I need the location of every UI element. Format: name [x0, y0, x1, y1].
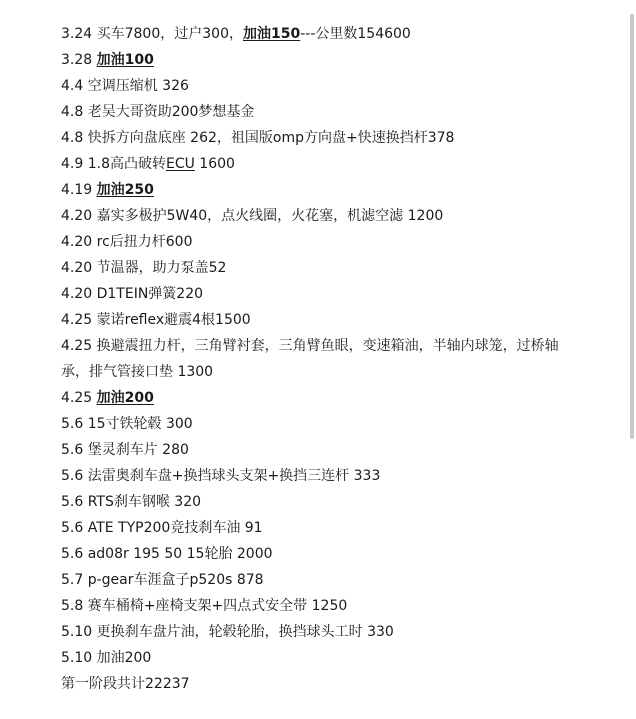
- entry-line: 5.10 加油200: [61, 650, 152, 666]
- entry-line: 4.25 换避震扭力杆，三角臂衬套，三角臂鱼眼，变速箱油，半轴内球笼，过桥轴: [61, 338, 559, 354]
- fuel-highlight: 加油250: [96, 182, 154, 198]
- entry-line: 4.9 1.8高凸破转ECU 1600: [61, 156, 235, 172]
- entry-line: 4.4 空调压缩机 326: [61, 78, 189, 94]
- underlined-term: ECU: [165, 156, 195, 172]
- entry-line: 4.20 节温器，助力泵盖52: [61, 260, 227, 276]
- entry-line: 5.6 RTS刹车钢喉 320: [61, 494, 202, 510]
- fuel-highlight: 加油200: [96, 390, 154, 406]
- entry-line: 4.8 老吴大哥资助200梦想基金: [61, 104, 255, 120]
- entry-line: 3.28 加油100: [61, 52, 154, 68]
- entry-line: 5.6 堡灵刹车片 280: [61, 442, 189, 458]
- entry-line: 5.6 ATE TYP200竞技刹车油 91: [61, 520, 263, 536]
- fuel-highlight: 加油100: [96, 52, 154, 68]
- entry-line: 5.6 法雷奥刹车盘+换挡球头支架+换挡三连杆 333: [61, 468, 381, 484]
- entry-line: 5.8 赛车桶椅+座椅支架+四点式安全带 1250: [61, 598, 348, 614]
- entry-line: 5.10 更换刹车盘片油，轮毂轮胎，换挡球头工时 330: [61, 624, 394, 640]
- vertical-scrollbar[interactable]: [628, 0, 636, 719]
- entry-line: 4.25 加油200: [61, 390, 154, 406]
- total-line: 第一阶段共计22237: [61, 676, 190, 692]
- entry-line: 5.6 15寸铁轮毂 300: [61, 416, 193, 432]
- entry-line: 5.7 p-gear车涯盒子p520s 878: [61, 572, 264, 588]
- entry-line: 4.20 rc后扭力杆600: [61, 234, 193, 250]
- entry-line: 4.25 蒙诺reflex避震4根1500: [61, 312, 251, 328]
- fuel-highlight: 加油150: [242, 26, 301, 42]
- entry-line: 承，排气管接口垫 1300: [61, 364, 214, 380]
- expense-log: [61, 21, 621, 697]
- entry-line: 4.20 嘉实多极护5W40，点火线圈，火花塞，机滤空滤 1200: [61, 208, 444, 224]
- scrollbar-thumb[interactable]: [630, 14, 634, 439]
- entry-line: 4.8 快拆方向盘底座 262，祖国版omp方向盘+快速换挡杆378: [61, 130, 455, 146]
- entry-line: 4.19 加油250: [61, 182, 154, 198]
- entry-line: 5.6 ad08r 195 50 15轮胎 2000: [61, 546, 273, 562]
- entry-line: 3.24 买车7800，过户300，加油150---公里数154600: [61, 26, 411, 42]
- entry-line: 4.20 D1TEIN弹簧220: [61, 286, 204, 302]
